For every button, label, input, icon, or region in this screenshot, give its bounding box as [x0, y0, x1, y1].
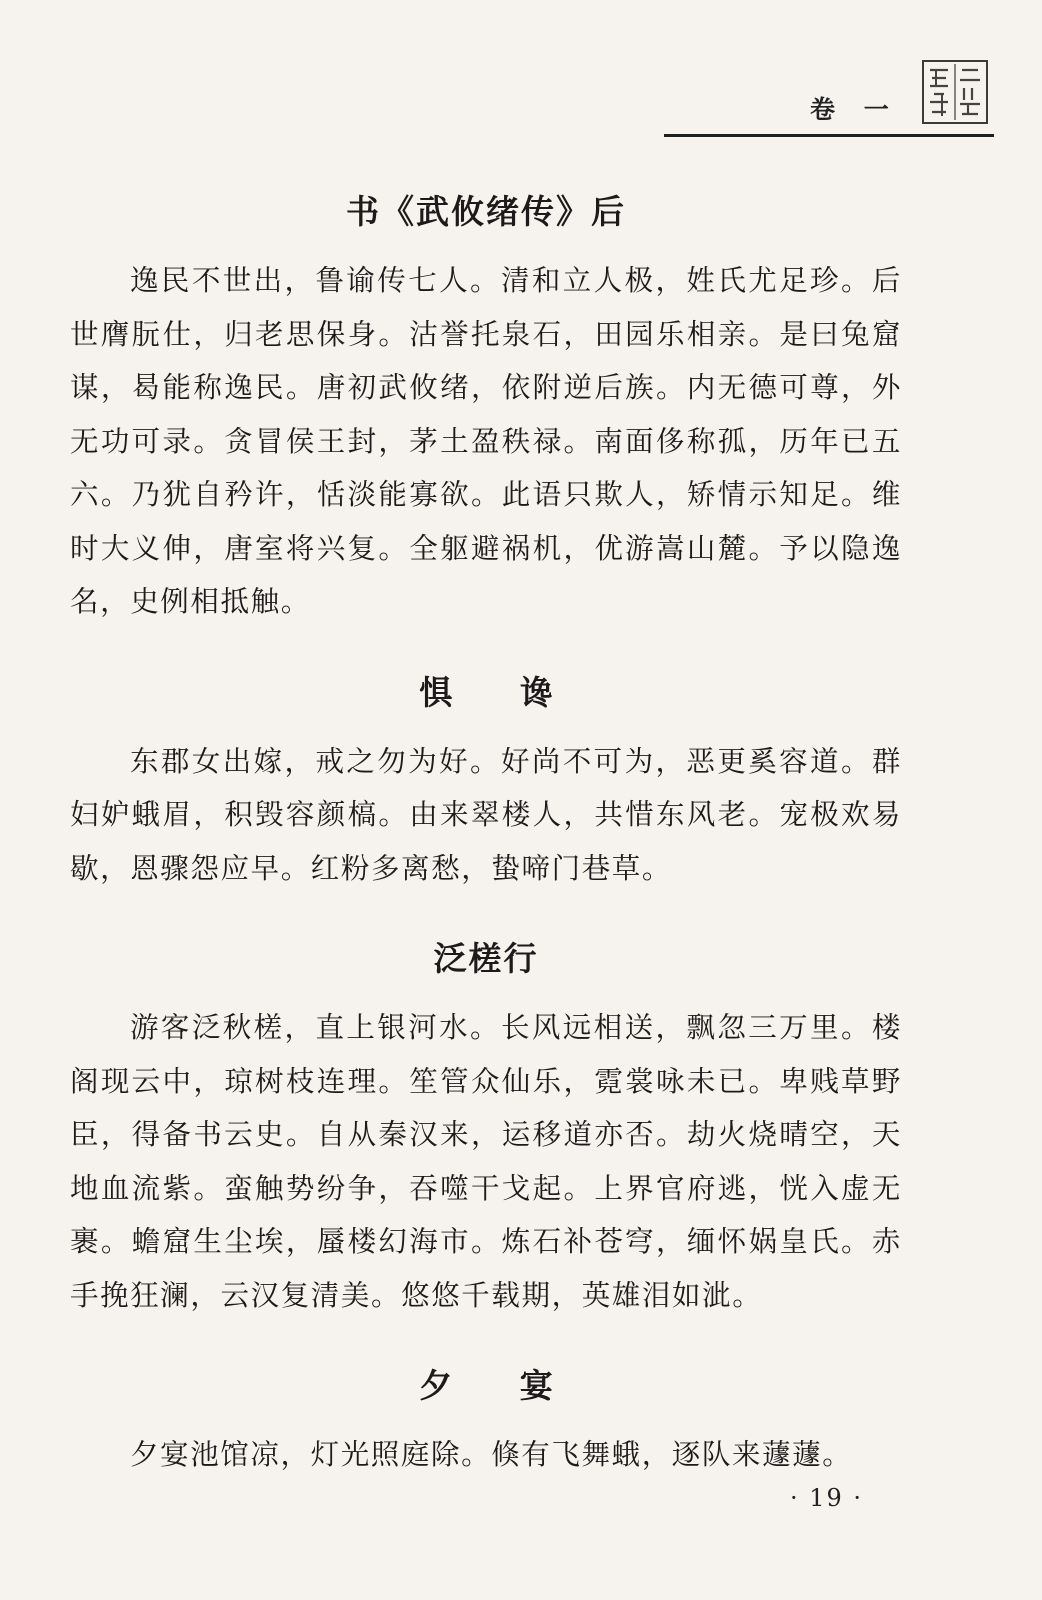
page-header	[664, 58, 994, 138]
header-rule	[664, 134, 994, 137]
poem-body: 游客泛秋槎，直上银河水。长风远相送，飘忽三万里。楼阁现云中，琼树枝连理。笙管众仙乐，霓裳咏未已。卑贱草野臣，得备书云史。自从秦汉来，运移道亦否。劫火烧晴空，天地血流紫。蛮触势纷争，吞噬干戈起。上界官府逃，恍入虚无裹。蟾窟生尘埃，蜃楼幻海市。炼石补苍穹，缅怀娲皇氏。赤手挽狂澜，云汉复清美。悠悠千载期，英雄泪如泚。	[70, 1011, 902, 1312]
poem-title: 泛槎行	[433, 939, 539, 978]
page-number: · 19 ·	[790, 1484, 864, 1512]
poem-body: 东郡女出嫁，戒之勿为好。好尚不可为，恶更奚容道。群妇妒蛾眉，积毁容颜槁。由来翠楼人，共惜东风老。宠极欢易歇，恩骤怨应早。红粉多离愁，蛰啼门巷草。	[70, 744, 902, 885]
poem-title: 惧 谗	[419, 672, 581, 712]
seal-stamp-icon	[920, 58, 990, 126]
page-content	[70, 170, 902, 1482]
volume-label: 卷 一	[810, 95, 899, 124]
poem-body: 夕宴池馆凉，灯光照庭除。倏有飞舞蛾，逐队来蘧蘧。	[130, 1438, 853, 1471]
poem-title: 书《武攸绪传》后	[346, 192, 626, 231]
poem-body: 逸民不世出，鲁谕传七人。清和立人极，姓氏尤足珍。后世膺朊仕，归老思保身。沽誉托泉石，田园乐相亲。是曰兔窟谋，曷能称逸民。唐初武攸绪，依附逆后族。内无德可尊，外无功可录。贪冒侯王封，茅土盈秩禄。南面侈称孤，历年已五六。乃犹自矜许，恬淡能寡欲。此语只欺人，矫情示知足。维时大义伸，唐室将兴复。全躯避祸机，优游嵩山麓。予以隐逸名，史例相抵触。	[70, 264, 902, 618]
poem-title: 夕 宴	[419, 1366, 581, 1405]
